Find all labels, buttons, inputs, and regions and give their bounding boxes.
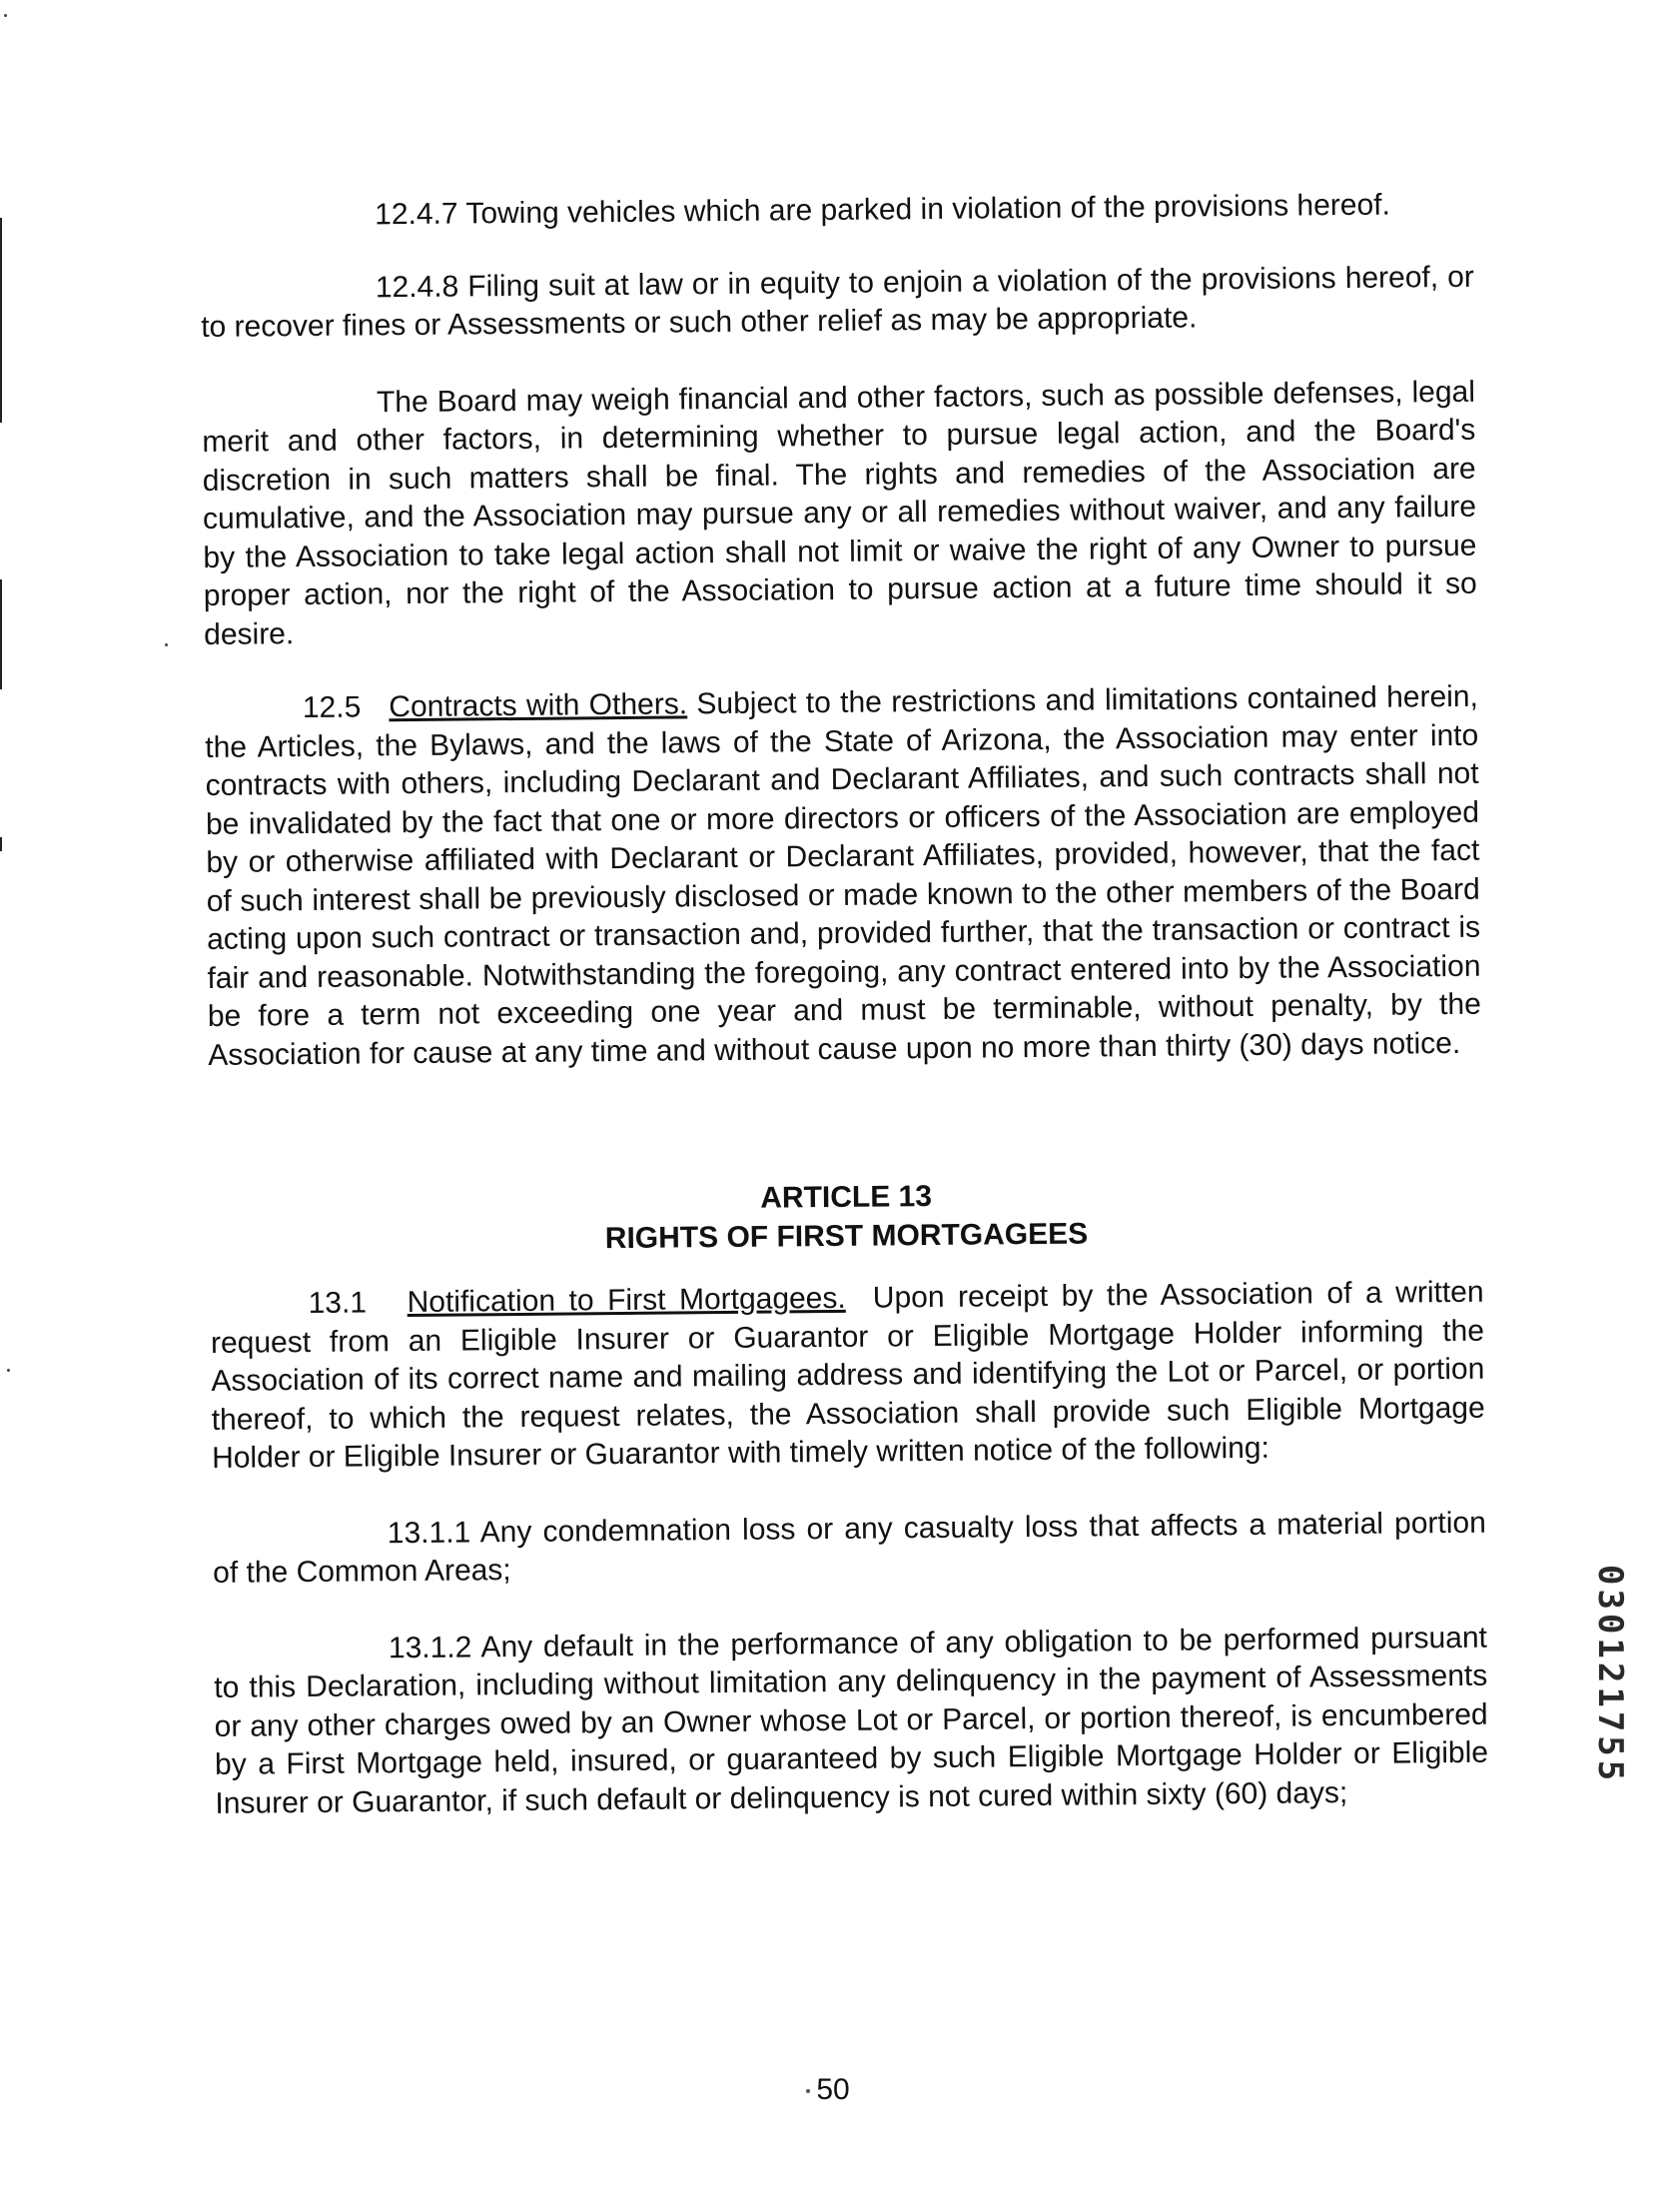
section-13-1 (210, 1274, 1485, 1479)
recording-number-stamp: 030121755 (1590, 1565, 1630, 1785)
paragraph-board-discretion: The Board may weigh financial and other factors, such as possible defenses, legal merit and other factors, in determining whether to pursue legal action, and the Board's discretion in such matters shall be final. The rights and remedies of the Association are cumulative, and the Association may pursue any or all remedies without waiver, and any failure by the Association to take legal action shall not limit or waive the right of any Owner to pursue proper action, nor the right of the Association to pursue action at a future time should it so desire. (202, 375, 1477, 651)
section-12-5 (205, 678, 1482, 1075)
paragraph-13-1-2: 13.1.2 Any default in the performance of any obligation to be performed pursuant to this Declaration, including without limitation any delinquency in the payment of Assessments or any other charges owed by an Owner whose Lot or Parcel, or portion thereof, is encumbered by a First Mortgage held, insured, or guaranteed by such Eligible Mortgage Holder or Eligible Insurer or Guarantor, if such default or delinquency is not cured within sixty (60) days; (214, 1621, 1489, 1820)
section-title: Contracts with Others. (389, 687, 688, 724)
article-number: ARTICLE 13 (760, 1180, 933, 1215)
section-number: 12.5 (302, 690, 362, 725)
paragraph-12-4-7: 12.4.7 Towing vehicles which are parked in violation of the provisions hereof. (375, 188, 1390, 232)
scan-speck (4, 14, 7, 17)
section-number: 13.1 (308, 1286, 368, 1321)
document-body (200, 186, 1489, 1823)
left-margin-bar-middle (0, 579, 2, 689)
page-number (778, 2072, 878, 2108)
section-body: Subject to the restrictions and limitations contained herein, the Articles, the Bylaws, and the laws of the State of Arizona, the Association may enter into contracts with others, including Declarant and Declarant Affiliates, and such contracts shall not be invalidated by the fact that one or more directors or officers of the Association are employed by or otherwise affiliated with Declarant or Declarant Affiliates, provided, however, that the fact of such interest shall be previously disclosed or made known to the other members of the Board acting upon such contract or transaction and, provided further, that the transaction or contract is fair and reasonable. Notwithstanding the foregoing, any contract entered into by the Association be fore a term not exceeding one year and must be terminable, without penalty, by the Association for cause at any time and without cause upon no more than thirty (30) days notice. (205, 679, 1481, 1072)
section-title: Notification to First Mortgagees. (407, 1281, 846, 1320)
page-number-text: 50 (816, 2073, 850, 2106)
section-body: Upon receipt by the Association of a written request from an Eligible Insurer or Guarantor or Eligible Mortgage Holder informing the Association of its correct name and mailing address and identifying the Lot or Parcel, or portion thereof, to which the request relates, the Association shall provide such Eligible Mortgage Holder or Eligible Insurer or Guarantor with timely written notice of the following: (210, 1275, 1485, 1475)
scan-speck (7, 1369, 10, 1372)
left-margin-tick (0, 837, 2, 851)
paragraph-13-1-1: 13.1.1 Any condemnation loss or any casualty loss that affects a material portion of the Common Areas; (213, 1506, 1486, 1590)
page-number-dot (806, 2089, 810, 2093)
article-title: RIGHTS OF FIRST MORTGAGEES (604, 1217, 1089, 1255)
scan-speck (165, 643, 168, 646)
left-margin-bar-top (0, 218, 2, 423)
paragraph-12-4-8: 12.4.8 Filing suit at law or in equity to enjoin a violation of the provisions hereof, or to recover fines or Assessments or such other relief as may be appropriate. (201, 260, 1474, 344)
